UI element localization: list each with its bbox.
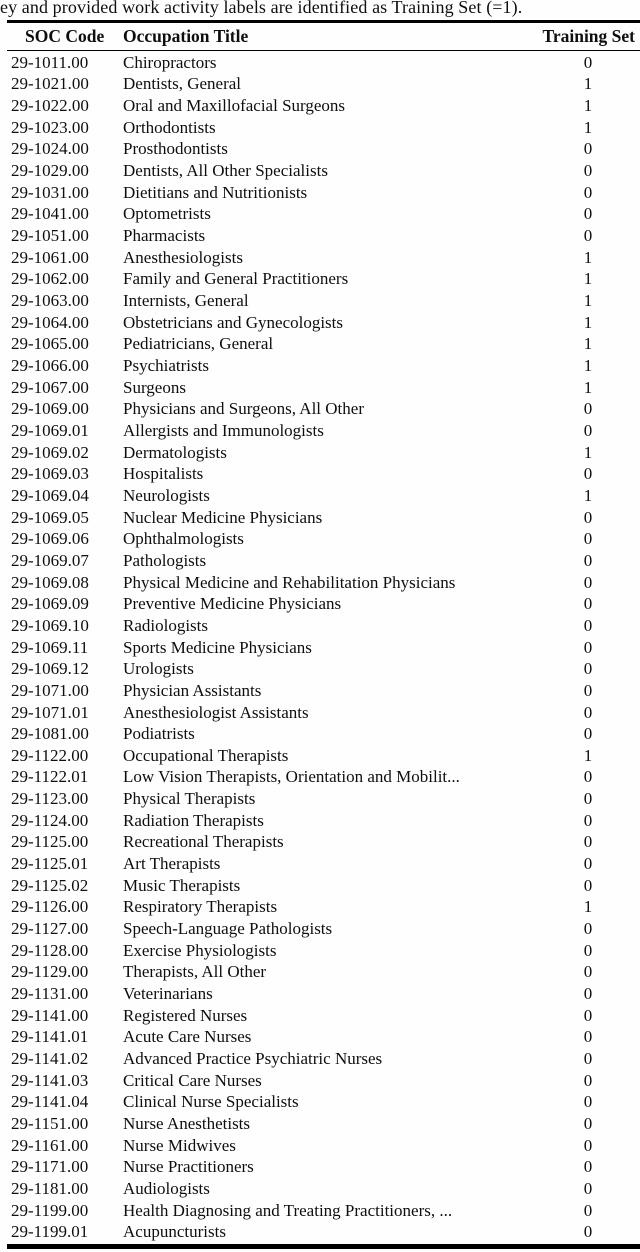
- table-caption: ey and provided work activity labels are identified as Training Set (=1).: [0, 0, 523, 17]
- soc-code-cell: 29-1069.09: [11, 594, 89, 614]
- soc-code-cell: 29-1069.12: [11, 659, 89, 679]
- occupation-title-cell: Dietitians and Nutritionists: [123, 182, 308, 202]
- occupation-title-cell: Anesthesiologists: [123, 247, 243, 267]
- occupation-title-cell: Urologists: [123, 659, 194, 679]
- table-row: [0, 897, 640, 919]
- occupation-title-cell: Pediatricians, General: [123, 334, 274, 354]
- occupation-title-cell: Registered Nurses: [123, 1005, 248, 1025]
- occupation-title-cell: Neurologists: [123, 485, 210, 505]
- training-set-cell: 0: [583, 1157, 593, 1177]
- table-row: [0, 247, 640, 269]
- table-row: [0, 225, 640, 247]
- table-row: [0, 95, 640, 117]
- occupation-title-cell: Health Diagnosing and Treating Practitioners, ...: [123, 1200, 453, 1220]
- table-row: [0, 507, 640, 529]
- training-set-cell: 0: [583, 594, 593, 614]
- occupation-title-cell: Advanced Practice Psychiatric Nurses: [123, 1049, 383, 1069]
- soc-code-cell: 29-1081.00: [11, 724, 89, 744]
- training-set-cell: 1: [583, 334, 593, 354]
- training-set-cell: 0: [583, 226, 593, 246]
- table-row: [0, 1048, 640, 1070]
- table-row: [0, 117, 640, 139]
- table-row: [0, 615, 640, 637]
- occupation-title-cell: Radiation Therapists: [123, 810, 264, 830]
- soc-code-cell: 29-1021.00: [11, 74, 89, 94]
- table-row: [0, 550, 640, 572]
- column-header-training-set: Training Set: [542, 26, 635, 46]
- table-row: [0, 702, 640, 724]
- soc-code-cell: 29-1125.00: [11, 832, 89, 852]
- training-set-cell: 0: [583, 1222, 593, 1242]
- soc-code-cell: 29-1125.01: [11, 854, 89, 874]
- training-set-cell: 0: [583, 875, 593, 895]
- training-set-cell: 0: [583, 1070, 593, 1090]
- table-bottom-rule: [7, 1244, 640, 1249]
- occupation-title-cell: Obstetricians and Gynecologists: [123, 312, 344, 332]
- occupation-title-cell: Occupational Therapists: [123, 745, 289, 765]
- training-set-cell: 0: [583, 1135, 593, 1155]
- training-set-cell: 0: [583, 767, 593, 787]
- table-row: [0, 52, 640, 74]
- training-set-cell: 1: [583, 117, 593, 137]
- table-row: [0, 139, 640, 161]
- table-row: [0, 853, 640, 875]
- table-row: [0, 312, 640, 334]
- table-row: [0, 1092, 640, 1114]
- training-set-cell: 0: [583, 550, 593, 570]
- occupation-title-cell: Nurse Midwives: [123, 1135, 236, 1155]
- table-row: [0, 918, 640, 940]
- occupation-title-cell: Ophthalmologists: [123, 529, 244, 549]
- soc-code-cell: 29-1041.00: [11, 204, 89, 224]
- soc-code-cell: 29-1031.00: [11, 182, 89, 202]
- occupation-title-cell: Physical Medicine and Rehabilitation Physicians: [123, 572, 456, 592]
- soc-code-cell: 29-1129.00: [11, 962, 89, 982]
- occupation-title-cell: Respiratory Therapists: [123, 897, 278, 917]
- table-row: [0, 485, 640, 507]
- training-set-cell: 0: [583, 1049, 593, 1069]
- training-set-cell: 1: [583, 74, 593, 94]
- occupation-title-cell: Radiologists: [123, 615, 209, 635]
- training-set-cell: 0: [583, 810, 593, 830]
- soc-code-cell: 29-1123.00: [11, 789, 89, 809]
- soc-code-cell: 29-1069.08: [11, 572, 89, 592]
- training-set-cell: 0: [583, 529, 593, 549]
- table-row: [0, 1070, 640, 1092]
- soc-code-cell: 29-1181.00: [11, 1178, 89, 1198]
- soc-code-cell: 29-1161.00: [11, 1135, 89, 1155]
- table-row: [0, 767, 640, 789]
- occupation-title-cell: Physicians and Surgeons, All Other: [123, 399, 364, 419]
- occupation-title-cell: Hospitalists: [123, 464, 204, 484]
- occupation-title-cell: Veterinarians: [123, 984, 213, 1004]
- training-set-cell: 0: [583, 399, 593, 419]
- soc-code-cell: 29-1071.00: [11, 680, 89, 700]
- table-row: [0, 983, 640, 1005]
- table-row: [0, 204, 640, 226]
- soc-code-cell: 29-1069.06: [11, 529, 89, 549]
- table-row: [0, 658, 640, 680]
- table-row: [0, 1156, 640, 1178]
- occupation-title-cell: Sports Medicine Physicians: [123, 637, 312, 657]
- soc-code-cell: 29-1122.00: [11, 745, 89, 765]
- training-set-cell: 0: [583, 702, 593, 722]
- soc-code-cell: 29-1141.03: [11, 1070, 89, 1090]
- occupation-title-cell: Preventive Medicine Physicians: [123, 594, 342, 614]
- table-row: [0, 399, 640, 421]
- soc-code-cell: 29-1023.00: [11, 117, 89, 137]
- table-row: [0, 355, 640, 377]
- table-row: [0, 290, 640, 312]
- soc-code-cell: 29-1124.00: [11, 810, 89, 830]
- table-row: [0, 269, 640, 291]
- occupation-title-cell: Internists, General: [123, 291, 249, 311]
- soc-code-cell: 29-1128.00: [11, 940, 89, 960]
- soc-code-cell: 29-1126.00: [11, 897, 89, 917]
- soc-code-cell: 29-1125.02: [11, 875, 89, 895]
- table-row: [0, 74, 640, 96]
- table-row: [0, 528, 640, 550]
- table-row: [0, 160, 640, 182]
- table-row: [0, 940, 640, 962]
- training-set-cell: 1: [583, 96, 593, 116]
- occupation-title-cell: Art Therapists: [123, 854, 221, 874]
- soc-code-cell: 29-1069.05: [11, 507, 89, 527]
- occupation-title-cell: Psychiatrists: [123, 356, 209, 376]
- soc-code-cell: 29-1069.04: [11, 485, 89, 505]
- training-set-cell: 0: [583, 680, 593, 700]
- table-row: [0, 572, 640, 594]
- training-set-cell: 0: [583, 52, 593, 72]
- training-set-cell: 0: [583, 984, 593, 1004]
- table-row: [0, 1005, 640, 1027]
- training-set-cell: 1: [583, 269, 593, 289]
- occupation-title-cell: Acupuncturists: [123, 1222, 226, 1242]
- soc-code-cell: 29-1069.01: [11, 420, 89, 440]
- occupation-title-cell: Physical Therapists: [123, 789, 256, 809]
- table-row: [0, 680, 640, 702]
- training-set-cell: 1: [583, 897, 593, 917]
- soc-code-cell: 29-1141.01: [11, 1027, 89, 1047]
- table-row: [0, 182, 640, 204]
- soc-code-cell: 29-1065.00: [11, 334, 89, 354]
- training-set-cell: 0: [583, 204, 593, 224]
- soc-code-cell: 29-1069.02: [11, 442, 89, 462]
- soc-code-cell: 29-1062.00: [11, 269, 89, 289]
- occupation-title-cell: Orthodontists: [123, 117, 216, 137]
- training-set-cell: 0: [583, 789, 593, 809]
- soc-code-cell: 29-1063.00: [11, 291, 89, 311]
- table-row: [0, 962, 640, 984]
- training-set-cell: 0: [583, 1005, 593, 1025]
- soc-code-cell: 29-1199.00: [11, 1200, 89, 1220]
- occupation-title-cell: Oral and Maxillofacial Surgeons: [123, 96, 346, 116]
- soc-code-cell: 29-1199.01: [11, 1222, 89, 1242]
- occupation-title-cell: Nuclear Medicine Physicians: [123, 507, 323, 527]
- soc-code-cell: 29-1127.00: [11, 919, 89, 939]
- training-set-cell: 0: [583, 854, 593, 874]
- table-body: [0, 52, 640, 1243]
- table-row: [0, 788, 640, 810]
- training-set-cell: 1: [583, 377, 593, 397]
- training-set-cell: 0: [583, 182, 593, 202]
- training-set-cell: 0: [583, 464, 593, 484]
- table-row: [0, 377, 640, 399]
- table-row: [0, 1135, 640, 1157]
- occupation-title-cell: Critical Care Nurses: [123, 1070, 262, 1090]
- soc-code-cell: 29-1171.00: [11, 1157, 89, 1177]
- soc-code-cell: 29-1024.00: [11, 139, 89, 159]
- occupation-title-cell: Physician Assistants: [123, 680, 262, 700]
- training-set-cell: 1: [583, 745, 593, 765]
- occupation-title-cell: Low Vision Therapists, Orientation and Mobilit...: [123, 767, 460, 787]
- training-set-cell: 1: [583, 247, 593, 267]
- occupation-title-cell: Podiatrists: [123, 724, 195, 744]
- soc-code-cell: 29-1061.00: [11, 247, 89, 267]
- training-set-cell: 0: [583, 507, 593, 527]
- training-set-cell: 0: [583, 572, 593, 592]
- table-row: [0, 1027, 640, 1049]
- table-row: [0, 1178, 640, 1200]
- soc-code-cell: 29-1051.00: [11, 226, 89, 246]
- soc-code-cell: 29-1069.11: [11, 637, 89, 657]
- soc-code-cell: 29-1066.00: [11, 356, 89, 376]
- soc-code-cell: 29-1064.00: [11, 312, 89, 332]
- occupation-title-cell: Nurse Practitioners: [123, 1157, 254, 1177]
- soc-code-cell: 29-1067.00: [11, 377, 89, 397]
- occupation-title-cell: Clinical Nurse Specialists: [123, 1092, 299, 1112]
- occupation-title-cell: Chiropractors: [123, 52, 217, 72]
- soc-code-cell: 29-1151.00: [11, 1113, 89, 1133]
- occupation-title-cell: Music Therapists: [123, 875, 241, 895]
- table-row: [0, 810, 640, 832]
- training-set-cell: 1: [583, 442, 593, 462]
- training-set-cell: 1: [583, 485, 593, 505]
- table-row: [0, 875, 640, 897]
- occupation-title-cell: Allergists and Immunologists: [123, 420, 324, 440]
- table-row: [0, 593, 640, 615]
- occupation-title-cell: Pathologists: [123, 550, 207, 570]
- table-row: [0, 832, 640, 854]
- occupation-title-cell: Family and General Practitioners: [123, 269, 349, 289]
- occupation-title-cell: Dermatologists: [123, 442, 227, 462]
- table-row: [0, 463, 640, 485]
- soc-code-cell: 29-1141.04: [11, 1092, 89, 1112]
- training-set-cell: 0: [583, 962, 593, 982]
- occupation-title-cell: Therapists, All Other: [123, 962, 267, 982]
- soc-code-cell: 29-1069.00: [11, 399, 89, 419]
- training-set-cell: 0: [583, 615, 593, 635]
- occupation-title-cell: Surgeons: [123, 377, 186, 397]
- table-header-row: [0, 23, 640, 50]
- occupation-title-cell: Dentists, All Other Specialists: [123, 161, 328, 181]
- table-row: [0, 723, 640, 745]
- occupation-title-cell: Acute Care Nurses: [123, 1027, 252, 1047]
- soc-code-cell: 29-1131.00: [11, 984, 89, 1004]
- occupation-title-cell: Optometrists: [123, 204, 211, 224]
- table-row: [0, 334, 640, 356]
- occupation-title-cell: Prosthodontists: [123, 139, 228, 159]
- training-set-cell: 0: [583, 1200, 593, 1220]
- table-row: [0, 442, 640, 464]
- occupation-title-cell: Dentists, General: [123, 74, 242, 94]
- occupation-title-cell: Exercise Physiologists: [123, 940, 277, 960]
- occupation-title-cell: Nurse Anesthetists: [123, 1113, 251, 1133]
- occupation-title-cell: Anesthesiologist Assistants: [123, 702, 309, 722]
- soc-code-cell: 29-1029.00: [11, 161, 89, 181]
- soc-code-cell: 29-1141.02: [11, 1049, 89, 1069]
- training-set-cell: 0: [583, 832, 593, 852]
- occupation-title-cell: Recreational Therapists: [123, 832, 284, 852]
- training-set-cell: 0: [583, 724, 593, 744]
- table-row: [0, 637, 640, 659]
- table-row: [0, 745, 640, 767]
- training-set-cell: 0: [583, 1092, 593, 1112]
- soc-code-cell: 29-1069.10: [11, 615, 89, 635]
- training-set-cell: 0: [583, 940, 593, 960]
- training-set-cell: 0: [583, 139, 593, 159]
- training-set-cell: 1: [583, 356, 593, 376]
- table-row: [0, 1113, 640, 1135]
- soc-code-cell: 29-1011.00: [11, 52, 89, 72]
- soc-code-cell: 29-1022.00: [11, 96, 89, 116]
- table-row: [0, 420, 640, 442]
- soc-code-cell: 29-1071.01: [11, 702, 89, 722]
- occupation-title-cell: Pharmacists: [123, 226, 206, 246]
- training-set-cell: 0: [583, 659, 593, 679]
- training-set-cell: 0: [583, 1178, 593, 1198]
- soc-code-cell: 29-1069.07: [11, 550, 89, 570]
- soc-code-cell: 29-1122.01: [11, 767, 89, 787]
- soc-code-cell: 29-1069.03: [11, 464, 89, 484]
- training-set-cell: 0: [583, 161, 593, 181]
- training-set-cell: 0: [583, 420, 593, 440]
- training-set-cell: 1: [583, 312, 593, 332]
- training-set-cell: 0: [583, 919, 593, 939]
- training-set-cell: 0: [583, 1027, 593, 1047]
- training-set-cell: 0: [583, 1113, 593, 1133]
- column-header-soc-code: SOC Code: [25, 26, 105, 46]
- training-set-cell: 0: [583, 637, 593, 657]
- training-set-cell: 1: [583, 291, 593, 311]
- column-header-occupation-title: Occupation Title: [123, 26, 249, 46]
- occupation-title-cell: Audiologists: [123, 1178, 210, 1198]
- soc-code-cell: 29-1141.00: [11, 1005, 89, 1025]
- table-row: [0, 1221, 640, 1243]
- table-row: [0, 1200, 640, 1222]
- occupation-title-cell: Speech-Language Pathologists: [123, 919, 333, 939]
